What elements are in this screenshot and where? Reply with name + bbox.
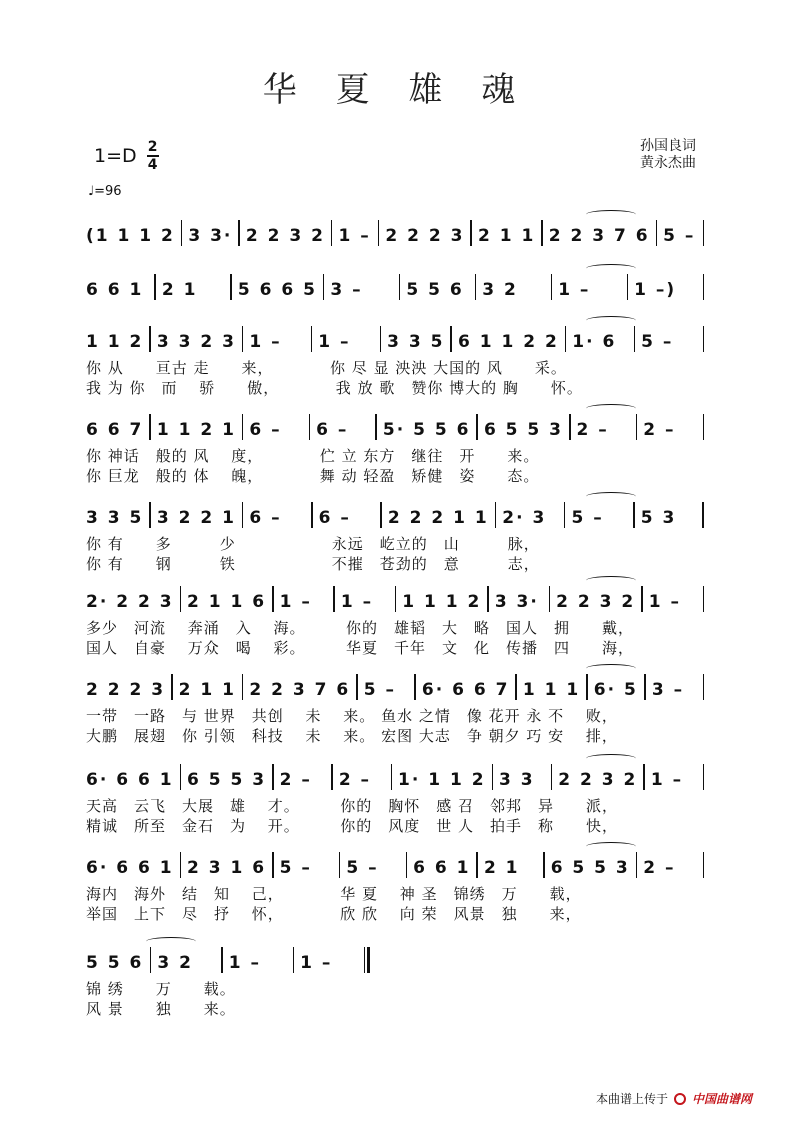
measure: 2 2 3 7 6 <box>548 226 650 246</box>
lyric-line: 你 有 钢 铁 不摧 苍劲的 意 志， <box>86 555 540 573</box>
measure: 1 – <box>228 953 261 973</box>
barline <box>564 502 566 528</box>
measure: 2 2 3 2 <box>558 770 638 790</box>
measure: 3 2 <box>482 280 518 300</box>
barline <box>242 674 244 700</box>
score-system <box>86 762 710 836</box>
measure: 6 6 1 <box>413 858 471 878</box>
barline <box>515 674 517 700</box>
measure: 1 1 2 <box>86 332 144 352</box>
site-logo-icon <box>674 1093 686 1105</box>
measure: 6· 6 6 1 <box>86 858 174 878</box>
barline <box>586 674 588 700</box>
slur <box>586 754 636 763</box>
barline <box>180 852 182 878</box>
notation-line <box>86 672 710 700</box>
measure: 5 6 6 5 <box>237 280 317 300</box>
barline <box>702 502 704 528</box>
barline <box>703 674 705 700</box>
measure: 3 2 2 1 <box>156 508 236 528</box>
barline <box>293 947 295 973</box>
measure: 2 1 1 <box>178 680 236 700</box>
measure: 6 – <box>318 508 351 528</box>
barline <box>154 274 156 300</box>
barline <box>476 852 478 878</box>
barline <box>399 274 401 300</box>
measure: 2 1 1 <box>477 226 536 246</box>
final-barline <box>364 947 370 973</box>
lyric-line: 我 为 你 而 骄 傲， 我 放 歌 赞你 博大的 胸 怀。 <box>86 379 583 397</box>
barline <box>644 674 646 700</box>
measure: 6 – <box>249 420 282 440</box>
measure: 2 1 <box>161 280 198 300</box>
score-system <box>86 272 710 300</box>
score-system <box>86 218 710 246</box>
barline <box>331 220 333 246</box>
lyric-line: 你 从 亘古 走 来， 你 尽 显 泱泱 大国的 风 采。 <box>86 359 567 377</box>
notation-line <box>86 850 710 878</box>
measure: 2 2 2 3 <box>385 226 465 246</box>
barline <box>703 220 705 246</box>
barline <box>703 852 705 878</box>
barline <box>492 764 494 790</box>
measure: 1 – <box>338 226 371 246</box>
measure: 6 5 5 3 <box>483 420 564 440</box>
barline <box>703 326 705 352</box>
barline <box>450 326 452 352</box>
measure: 5 – <box>663 226 696 246</box>
barline <box>475 274 477 300</box>
lyric-line: 一带 一路 与 世界 共创 未 来。 鱼水 之情 像 花开 永 不 败， <box>86 707 618 725</box>
measure: 1 1 2 1 <box>156 420 236 440</box>
measure: 1 – <box>318 332 351 352</box>
footer-text: 本曲谱上传于 <box>595 1092 668 1106</box>
barline <box>551 274 553 300</box>
measure: 6 6 7 <box>86 420 144 440</box>
measure: 3 3· <box>494 592 539 612</box>
lyric-line: 你 巨龙 般的 体 魄， 舞 动 轻盈 矫健 姿 态。 <box>86 467 540 485</box>
barline <box>643 764 645 790</box>
barline <box>380 326 382 352</box>
measure: 1 1 1 2 <box>402 592 482 612</box>
barline <box>703 586 705 612</box>
measure: 3 3 <box>499 770 535 790</box>
barline <box>339 852 341 878</box>
measure: 2 2 2 3 <box>86 680 166 700</box>
barline <box>470 220 472 246</box>
measure: 1 –) <box>634 280 677 300</box>
barline <box>171 674 173 700</box>
measure: 3 3· <box>188 226 233 246</box>
score-system <box>86 584 710 658</box>
barline <box>242 414 244 440</box>
barline <box>641 586 643 612</box>
measure: 6 1 1 2 2 <box>457 332 559 352</box>
slur <box>586 210 636 219</box>
lyric-line: 多少 河流 奔涌 入 海。 你的 雄韬 大 略 国人 拥 戴， <box>86 619 635 637</box>
measure: 1 – <box>558 280 591 300</box>
measure: 5 – <box>363 680 396 700</box>
notation-line <box>86 324 710 352</box>
lyric-line: 精诚 所至 金石 为 开。 你的 风度 世 人 拍手 称 快， <box>86 817 619 835</box>
notation-line <box>86 945 376 973</box>
measure: 5 – <box>346 858 379 878</box>
measure: 6 – <box>316 420 349 440</box>
measure: 2 2 3 2 <box>245 226 325 246</box>
barline <box>703 414 705 440</box>
measure: 5 – <box>641 332 674 352</box>
barline <box>221 947 223 973</box>
barline <box>309 414 311 440</box>
barline <box>356 674 358 700</box>
measure: 3 3 5 <box>86 508 144 528</box>
lyric-line: 你 有 多 少 永远 屹立的 山 脉， <box>86 535 540 553</box>
barline <box>636 414 638 440</box>
lyric-line: 风 景 独 来。 <box>86 1000 236 1018</box>
measure: 1 – <box>279 592 312 612</box>
measure: 2 1 <box>483 858 520 878</box>
measure: 5 5 6 <box>406 280 464 300</box>
barline <box>703 764 705 790</box>
measure: 1 1 1 <box>522 680 581 700</box>
barline <box>656 220 658 246</box>
barline <box>569 414 571 440</box>
time-signature <box>147 140 159 172</box>
barline <box>414 674 416 700</box>
slur <box>586 492 636 501</box>
notation-line <box>86 412 710 440</box>
barline <box>380 502 382 528</box>
footer <box>596 1090 752 1107</box>
score-system <box>86 850 710 924</box>
lyric-line: 天高 云飞 大展 雄 才。 你的 胸怀 感 召 邻邦 异 派， <box>86 797 619 815</box>
barline <box>565 326 567 352</box>
measure: 2 2 3 2 <box>556 592 636 612</box>
measure: 6· 5 <box>593 680 638 700</box>
barline <box>495 502 497 528</box>
barline <box>272 852 274 878</box>
barline <box>180 764 182 790</box>
barline <box>703 274 705 300</box>
slur <box>586 576 636 585</box>
lyric-line: 国人 自豪 万众 喝 彩。 华夏 千年 文 化 传播 四 海， <box>86 639 635 657</box>
measure: (1 1 1 2 <box>86 226 175 246</box>
barline <box>150 947 152 973</box>
slur <box>586 664 636 673</box>
measure: 1· 1 1 2 <box>398 770 486 790</box>
barline <box>543 852 545 878</box>
barline <box>395 586 397 612</box>
barline <box>634 326 636 352</box>
measure: 5· 5 5 6 <box>382 420 471 440</box>
barline <box>391 764 393 790</box>
barline <box>549 586 551 612</box>
measure: 1 – <box>648 592 681 612</box>
measure: 1 – <box>300 953 333 973</box>
measure: 5 – <box>571 508 604 528</box>
barline <box>406 852 408 878</box>
credits <box>640 138 696 172</box>
measure: 3 2 <box>157 953 193 973</box>
score-system <box>86 324 710 398</box>
barline <box>180 586 182 612</box>
lyric-line: 你 神话 般的 风 度， 伫 立 东方 继往 开 来。 <box>86 447 540 465</box>
barline <box>636 852 638 878</box>
notation-line <box>86 762 710 790</box>
tempo-marking: ♩=96 <box>88 184 122 199</box>
barline <box>242 502 244 528</box>
key-label: 1=D <box>94 145 137 167</box>
lyricist: 孙国良词 <box>640 138 696 154</box>
measure: 2· 3 <box>502 508 547 528</box>
composer: 黄永杰曲 <box>640 155 696 171</box>
time-signature-top: 2 <box>147 139 158 155</box>
measure: 3 3 5 <box>387 332 445 352</box>
key-signature <box>94 140 159 172</box>
score-system <box>86 945 376 1019</box>
measure: 6· 6 6 1 <box>86 770 174 790</box>
barline <box>149 502 151 528</box>
slur <box>586 842 636 851</box>
lyric-line: 海内 海外 结 知 己， 华 夏 神 圣 锦绣 万 载， <box>86 885 582 903</box>
barline <box>149 326 151 352</box>
measure: 6 5 5 3 <box>550 858 630 878</box>
barline <box>487 586 489 612</box>
measure: 3 3 2 3 <box>156 332 236 352</box>
measure: 2 1 1 6 <box>187 592 267 612</box>
score-system <box>86 412 710 486</box>
barline <box>311 326 313 352</box>
slur <box>586 316 636 325</box>
barline <box>149 414 151 440</box>
measure: 5 3 <box>640 508 677 528</box>
measure: 6 6 1 <box>86 280 144 300</box>
barline <box>633 502 635 528</box>
barline <box>230 274 232 300</box>
barline <box>627 274 629 300</box>
notation-line <box>86 218 710 246</box>
measure: 2 2 3 7 6 <box>249 680 351 700</box>
measure: 2 – <box>576 420 609 440</box>
measure: 2 – <box>338 770 372 790</box>
lyric-line: 举国 上下 尽 抒 怀， 欣 欣 向 荣 风景 独 来， <box>86 905 582 923</box>
notation-line <box>86 584 710 612</box>
barline <box>331 764 333 790</box>
barline <box>272 586 274 612</box>
measure: 2 2 2 1 1 <box>387 508 489 528</box>
barline <box>476 414 478 440</box>
notation-line <box>86 500 710 528</box>
barline <box>375 414 377 440</box>
barline <box>378 220 380 246</box>
measure: 1 – <box>249 332 282 352</box>
barline <box>323 274 325 300</box>
score-system <box>86 672 710 746</box>
measure: 6· 6 6 7 <box>421 680 510 700</box>
measure: 6 – <box>249 508 282 528</box>
time-signature-bottom: 4 <box>147 157 158 173</box>
measure: 2 – <box>279 770 312 790</box>
barline <box>238 220 240 246</box>
slur <box>586 404 636 413</box>
site-name: 中国曲谱网 <box>691 1092 752 1106</box>
measure: 2 3 1 6 <box>187 858 267 878</box>
measure: 1 – <box>650 770 684 790</box>
lyric-line: 锦 绣 万 载。 <box>86 980 236 998</box>
barline <box>311 502 313 528</box>
score-system <box>86 500 710 574</box>
measure: 5 5 6 <box>86 953 144 973</box>
barline <box>181 220 183 246</box>
measure: 2 – <box>643 420 676 440</box>
notation-line <box>86 272 710 300</box>
measure: 5 – <box>279 858 312 878</box>
measure: 1· 6 <box>572 332 617 352</box>
lyric-line: 大鹏 展翅 你 引领 科技 未 来。 宏图 大志 争 朝夕 巧 安 排， <box>86 727 618 745</box>
barline <box>551 764 553 790</box>
measure: 3 – <box>651 680 685 700</box>
barline <box>541 220 543 246</box>
measure: 6 5 5 3 <box>187 770 267 790</box>
measure: 2· 2 2 3 <box>86 592 174 612</box>
measure: 3 – <box>330 280 363 300</box>
barline <box>333 586 335 612</box>
measure: 2 – <box>643 858 676 878</box>
slur <box>146 937 196 946</box>
barline <box>242 326 244 352</box>
song-title: 华 夏 雄 魂 <box>262 70 530 110</box>
slur <box>586 264 636 273</box>
measure: 1 – <box>340 592 374 612</box>
barline <box>272 764 274 790</box>
